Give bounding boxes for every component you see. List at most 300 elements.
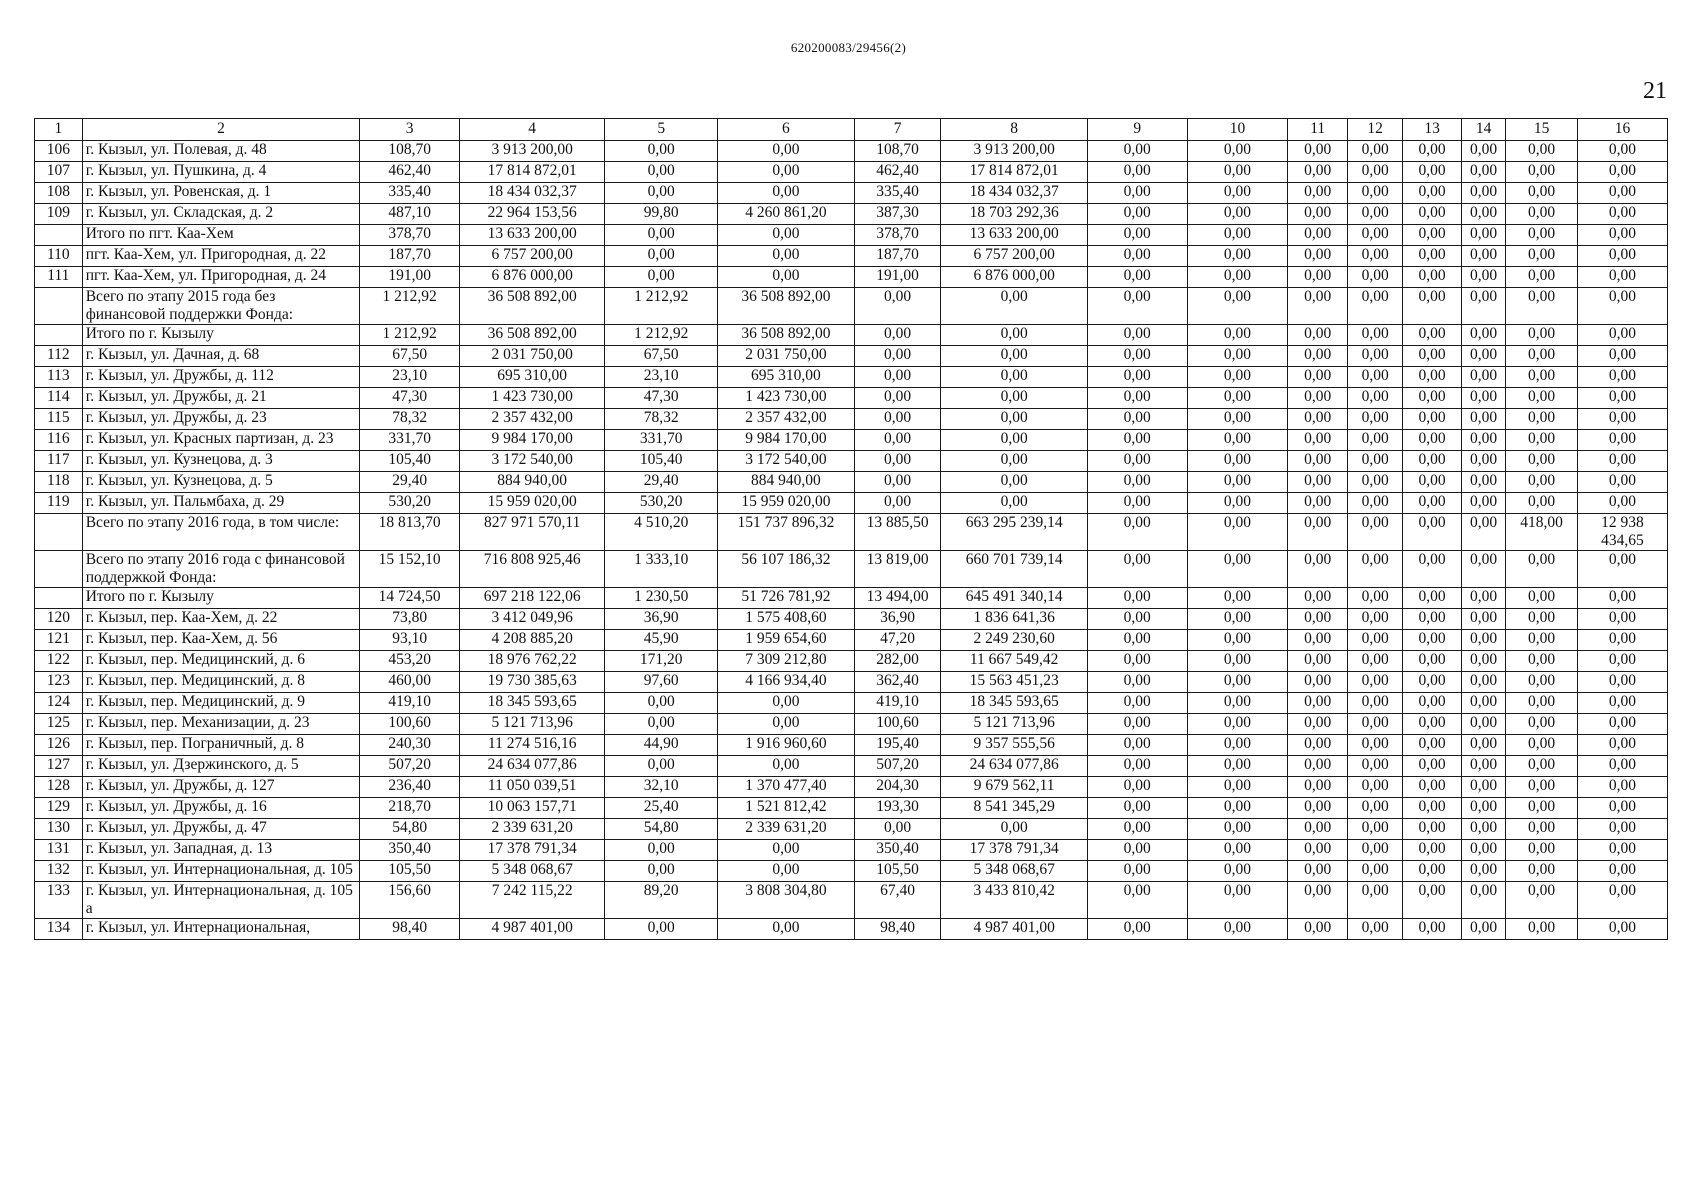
value-cell: 0,00: [1348, 388, 1403, 409]
value-cell: 0,00: [605, 225, 718, 246]
value-cell: 2 339 631,20: [718, 819, 855, 840]
value-cell: 0,00: [1577, 162, 1667, 183]
value-cell: 0,00: [854, 451, 941, 472]
column-number-row: [35, 119, 1668, 141]
value-cell: 4 208 885,20: [460, 630, 605, 651]
row-number-cell: 134: [35, 919, 83, 940]
value-cell: 0,00: [718, 183, 855, 204]
table-row: [35, 919, 1668, 940]
value-cell: 0,00: [1403, 609, 1462, 630]
value-cell: 0,00: [1288, 183, 1348, 204]
value-cell: 0,00: [1461, 756, 1505, 777]
value-cell: 0,00: [1403, 693, 1462, 714]
value-cell: 0,00: [1187, 204, 1288, 225]
value-cell: 0,00: [1288, 388, 1348, 409]
column-header-11: 11: [1288, 119, 1348, 141]
value-cell: 0,00: [1087, 735, 1187, 756]
value-cell: 0,00: [1348, 204, 1403, 225]
value-cell: 5 121 713,96: [460, 714, 605, 735]
address-cell: г. Кызыл, ул. Полевая, д. 48: [82, 141, 360, 162]
value-cell: 5 121 713,96: [941, 714, 1087, 735]
value-cell: 0,00: [1577, 430, 1667, 451]
table-row: [35, 609, 1668, 630]
value-cell: 0,00: [1461, 551, 1505, 588]
value-cell: 0,00: [1577, 756, 1667, 777]
value-cell: 29,40: [605, 472, 718, 493]
value-cell: 0,00: [1403, 919, 1462, 940]
value-cell: 0,00: [941, 472, 1087, 493]
value-cell: 8 541 345,29: [941, 798, 1087, 819]
value-cell: 0,00: [1461, 514, 1505, 551]
value-cell: 331,70: [360, 430, 460, 451]
value-cell: 0,00: [1461, 588, 1505, 609]
value-cell: 0,00: [941, 346, 1087, 367]
value-cell: 0,00: [1087, 267, 1187, 288]
row-number-cell: 113: [35, 367, 83, 388]
value-cell: 0,00: [854, 325, 941, 346]
row-number-cell: [35, 288, 83, 325]
column-header-10: 10: [1187, 119, 1288, 141]
value-cell: 0,00: [1187, 267, 1288, 288]
value-cell: 0,00: [1348, 735, 1403, 756]
address-cell: г. Кызыл, ул. Интернациональная, д. 105: [82, 861, 360, 882]
value-cell: 0,00: [1348, 693, 1403, 714]
table-row: [35, 141, 1668, 162]
address-cell: г. Кызыл, пер. Медицинский, д. 9: [82, 693, 360, 714]
value-cell: 78,32: [605, 409, 718, 430]
value-cell: 0,00: [1288, 451, 1348, 472]
value-cell: 0,00: [1348, 183, 1403, 204]
value-cell: 0,00: [1461, 651, 1505, 672]
value-cell: 25,40: [605, 798, 718, 819]
value-cell: 105,50: [854, 861, 941, 882]
value-cell: 78,32: [360, 409, 460, 430]
value-cell: 0,00: [1403, 325, 1462, 346]
value-cell: 0,00: [1506, 651, 1578, 672]
value-cell: 0,00: [1187, 693, 1288, 714]
value-cell: 0,00: [1348, 588, 1403, 609]
value-cell: 0,00: [1087, 840, 1187, 861]
value-cell: 0,00: [1348, 756, 1403, 777]
value-cell: 0,00: [1348, 609, 1403, 630]
value-cell: 0,00: [1506, 367, 1578, 388]
value-cell: 0,00: [1506, 451, 1578, 472]
table-row: [35, 346, 1668, 367]
value-cell: 98,40: [360, 919, 460, 940]
value-cell: 1 333,10: [605, 551, 718, 588]
value-cell: 18 434 032,37: [941, 183, 1087, 204]
value-cell: 0,00: [1288, 367, 1348, 388]
table-row: [35, 777, 1668, 798]
value-cell: 2 357 432,00: [718, 409, 855, 430]
row-number-cell: 121: [35, 630, 83, 651]
value-cell: 0,00: [1087, 346, 1187, 367]
value-cell: 0,00: [1577, 882, 1667, 919]
value-cell: 67,40: [854, 882, 941, 919]
address-cell: Итого по пгт. Каа-Хем: [82, 225, 360, 246]
value-cell: 0,00: [854, 346, 941, 367]
value-cell: 0,00: [1577, 714, 1667, 735]
value-cell: 0,00: [1506, 472, 1578, 493]
value-cell: 0,00: [1461, 919, 1505, 940]
value-cell: 0,00: [1187, 777, 1288, 798]
value-cell: 0,00: [941, 819, 1087, 840]
value-cell: 0,00: [1348, 472, 1403, 493]
value-cell: 0,00: [1288, 693, 1348, 714]
value-cell: 45,90: [605, 630, 718, 651]
value-cell: 0,00: [1577, 819, 1667, 840]
value-cell: 7 309 212,80: [718, 651, 855, 672]
value-cell: 193,30: [854, 798, 941, 819]
value-cell: 0,00: [1187, 162, 1288, 183]
value-cell: 0,00: [1087, 861, 1187, 882]
value-cell: 0,00: [1577, 493, 1667, 514]
value-cell: 0,00: [1187, 630, 1288, 651]
value-cell: 0,00: [1403, 714, 1462, 735]
value-cell: 0,00: [1577, 609, 1667, 630]
address-cell: г. Кызыл, пер. Медицинский, д. 6: [82, 651, 360, 672]
value-cell: 0,00: [1461, 267, 1505, 288]
value-cell: 100,60: [854, 714, 941, 735]
value-cell: 36 508 892,00: [460, 325, 605, 346]
address-cell: г. Кызыл, ул. Дачная, д. 68: [82, 346, 360, 367]
value-cell: 0,00: [1403, 651, 1462, 672]
value-cell: 0,00: [1187, 493, 1288, 514]
address-cell: пгт. Каа-Хем, ул. Пригородная, д. 22: [82, 246, 360, 267]
value-cell: 108,70: [360, 141, 460, 162]
value-cell: 1 575 408,60: [718, 609, 855, 630]
value-cell: 0,00: [854, 493, 941, 514]
value-cell: 0,00: [1506, 204, 1578, 225]
address-cell: г. Кызыл, ул. Пальмбаха, д. 29: [82, 493, 360, 514]
value-cell: 1 370 477,40: [718, 777, 855, 798]
value-cell: 18 345 593,65: [460, 693, 605, 714]
value-cell: 419,10: [854, 693, 941, 714]
table-row: [35, 693, 1668, 714]
address-cell: г. Кызыл, ул. Дружбы, д. 21: [82, 388, 360, 409]
value-cell: 0,00: [1187, 609, 1288, 630]
value-cell: 884 940,00: [460, 472, 605, 493]
column-header-13: 13: [1403, 119, 1462, 141]
value-cell: 0,00: [1403, 819, 1462, 840]
value-cell: 18 434 032,37: [460, 183, 605, 204]
value-cell: 9 679 562,11: [941, 777, 1087, 798]
value-cell: 0,00: [605, 840, 718, 861]
subtotal-row: [35, 551, 1668, 588]
value-cell: 0,00: [941, 367, 1087, 388]
value-cell: 0,00: [1461, 183, 1505, 204]
value-cell: 0,00: [1403, 346, 1462, 367]
value-cell: 97,60: [605, 672, 718, 693]
value-cell: 0,00: [854, 288, 941, 325]
value-cell: 0,00: [1288, 777, 1348, 798]
value-cell: 827 971 570,11: [460, 514, 605, 551]
value-cell: 0,00: [1087, 288, 1187, 325]
value-cell: 0,00: [1087, 630, 1187, 651]
value-cell: 0,00: [1288, 714, 1348, 735]
value-cell: 0,00: [1087, 919, 1187, 940]
value-cell: 17 378 791,34: [460, 840, 605, 861]
value-cell: 0,00: [1288, 798, 1348, 819]
value-cell: 0,00: [1577, 472, 1667, 493]
value-cell: 0,00: [718, 840, 855, 861]
value-cell: 0,00: [1187, 141, 1288, 162]
value-cell: 0,00: [1461, 388, 1505, 409]
value-cell: 0,00: [1577, 861, 1667, 882]
value-cell: 0,00: [1187, 409, 1288, 430]
row-number-cell: 133: [35, 882, 83, 919]
value-cell: 418,00: [1506, 514, 1578, 551]
address-cell: Всего по этапу 2016 года с финансовой поддержкой Фонда:: [82, 551, 360, 588]
address-cell: Всего по этапу 2015 года без финансовой поддержки Фонда:: [82, 288, 360, 325]
value-cell: 0,00: [1187, 451, 1288, 472]
value-cell: 9 984 170,00: [460, 430, 605, 451]
value-cell: 0,00: [1577, 367, 1667, 388]
value-cell: 3 808 304,80: [718, 882, 855, 919]
table-row: [35, 819, 1668, 840]
value-cell: 0,00: [1187, 861, 1288, 882]
value-cell: 6 757 200,00: [941, 246, 1087, 267]
column-header-5: 5: [605, 119, 718, 141]
value-cell: 0,00: [1087, 798, 1187, 819]
value-cell: 362,40: [854, 672, 941, 693]
subtotal-row: [35, 288, 1668, 325]
value-cell: 0,00: [1087, 819, 1187, 840]
value-cell: 0,00: [718, 162, 855, 183]
value-cell: 17 378 791,34: [941, 840, 1087, 861]
value-cell: 0,00: [1506, 819, 1578, 840]
value-cell: 156,60: [360, 882, 460, 919]
value-cell: 0,00: [1348, 225, 1403, 246]
value-cell: 0,00: [1461, 346, 1505, 367]
value-cell: 0,00: [1403, 777, 1462, 798]
value-cell: 0,00: [1577, 798, 1667, 819]
value-cell: 1 916 960,60: [718, 735, 855, 756]
value-cell: 0,00: [1187, 840, 1288, 861]
value-cell: 0,00: [1461, 162, 1505, 183]
value-cell: 0,00: [1288, 551, 1348, 588]
value-cell: 24 634 077,86: [941, 756, 1087, 777]
value-cell: 0,00: [1288, 630, 1348, 651]
value-cell: 0,00: [1348, 409, 1403, 430]
value-cell: 350,40: [360, 840, 460, 861]
value-cell: 0,00: [1403, 630, 1462, 651]
table-row: [35, 183, 1668, 204]
row-number-cell: 109: [35, 204, 83, 225]
value-cell: 0,00: [1461, 714, 1505, 735]
address-cell: г. Кызыл, ул. Дзержинского, д. 5: [82, 756, 360, 777]
address-cell: г. Кызыл, ул. Красных партизан, д. 23: [82, 430, 360, 451]
value-cell: 0,00: [941, 451, 1087, 472]
value-cell: 0,00: [1288, 735, 1348, 756]
value-cell: 0,00: [1348, 493, 1403, 514]
value-cell: 0,00: [1506, 141, 1578, 162]
value-cell: 0,00: [1506, 798, 1578, 819]
table-row: [35, 861, 1668, 882]
address-cell: пгт. Каа-Хем, ул. Пригородная, д. 24: [82, 267, 360, 288]
value-cell: 0,00: [1087, 246, 1187, 267]
value-cell: 0,00: [941, 325, 1087, 346]
value-cell: 419,10: [360, 693, 460, 714]
row-number-cell: 132: [35, 861, 83, 882]
value-cell: 32,10: [605, 777, 718, 798]
value-cell: 0,00: [1403, 514, 1462, 551]
table-row: [35, 798, 1668, 819]
address-cell: г. Кызыл, ул. Складская, д. 2: [82, 204, 360, 225]
address-cell: г. Кызыл, пер. Медицинский, д. 8: [82, 672, 360, 693]
value-cell: 0,00: [1577, 651, 1667, 672]
value-cell: 5 348 068,67: [460, 861, 605, 882]
value-cell: 0,00: [1403, 183, 1462, 204]
value-cell: 236,40: [360, 777, 460, 798]
value-cell: 0,00: [1403, 388, 1462, 409]
value-cell: 0,00: [1506, 346, 1578, 367]
value-cell: 0,00: [1506, 840, 1578, 861]
value-cell: 0,00: [1461, 472, 1505, 493]
row-number-cell: 131: [35, 840, 83, 861]
address-cell: г. Кызыл, ул. Интернациональная, д. 105 а: [82, 882, 360, 919]
value-cell: 15 152,10: [360, 551, 460, 588]
address-cell: Итого по г. Кызылу: [82, 325, 360, 346]
value-cell: 695 310,00: [460, 367, 605, 388]
row-number-cell: 126: [35, 735, 83, 756]
value-cell: 0,00: [1288, 919, 1348, 940]
value-cell: 0,00: [1461, 819, 1505, 840]
value-cell: 0,00: [1087, 493, 1187, 514]
value-cell: 51 726 781,92: [718, 588, 855, 609]
value-cell: 2 031 750,00: [460, 346, 605, 367]
value-cell: 0,00: [1288, 756, 1348, 777]
value-cell: 0,00: [1087, 588, 1187, 609]
value-cell: 0,00: [1288, 514, 1348, 551]
value-cell: 0,00: [1461, 630, 1505, 651]
value-cell: 0,00: [1461, 493, 1505, 514]
value-cell: 0,00: [1461, 861, 1505, 882]
value-cell: 0,00: [718, 246, 855, 267]
value-cell: 0,00: [1577, 225, 1667, 246]
address-cell: г. Кызыл, ул. Дружбы, д. 23: [82, 409, 360, 430]
value-cell: 0,00: [1506, 756, 1578, 777]
value-cell: 0,00: [1087, 141, 1187, 162]
address-cell: г. Кызыл, ул. Дружбы, д. 112: [82, 367, 360, 388]
value-cell: 0,00: [1403, 367, 1462, 388]
value-cell: 0,00: [1506, 551, 1578, 588]
value-cell: 0,00: [1348, 840, 1403, 861]
value-cell: 171,20: [605, 651, 718, 672]
value-cell: 0,00: [1403, 451, 1462, 472]
value-cell: 0,00: [1087, 225, 1187, 246]
value-cell: 36 508 892,00: [718, 325, 855, 346]
value-cell: 13 633 200,00: [941, 225, 1087, 246]
table-row: [35, 472, 1668, 493]
value-cell: 0,00: [941, 409, 1087, 430]
page-number: 21: [1643, 78, 1667, 104]
value-cell: 378,70: [854, 225, 941, 246]
value-cell: 98,40: [854, 919, 941, 940]
address-cell: г. Кызыл, пер. Каа-Хем, д. 22: [82, 609, 360, 630]
value-cell: 0,00: [1506, 183, 1578, 204]
value-cell: 4 510,20: [605, 514, 718, 551]
value-cell: 460,00: [360, 672, 460, 693]
value-cell: 0,00: [1403, 798, 1462, 819]
value-cell: 0,00: [1506, 777, 1578, 798]
value-cell: 54,80: [360, 819, 460, 840]
value-cell: 0,00: [1187, 756, 1288, 777]
row-number-cell: [35, 514, 83, 551]
value-cell: 36,90: [854, 609, 941, 630]
table-row: [35, 651, 1668, 672]
table-row: [35, 493, 1668, 514]
value-cell: 18 976 762,22: [460, 651, 605, 672]
value-cell: 0,00: [1577, 288, 1667, 325]
value-cell: 695 310,00: [718, 367, 855, 388]
value-cell: 0,00: [1348, 451, 1403, 472]
value-cell: 0,00: [1087, 409, 1187, 430]
value-cell: 0,00: [1187, 798, 1288, 819]
value-cell: 0,00: [605, 861, 718, 882]
value-cell: 13 633 200,00: [460, 225, 605, 246]
value-cell: 0,00: [1461, 367, 1505, 388]
row-number-cell: [35, 588, 83, 609]
column-header-15: 15: [1506, 119, 1578, 141]
value-cell: 1 212,92: [360, 325, 460, 346]
value-cell: 0,00: [1087, 756, 1187, 777]
value-cell: 0,00: [1288, 861, 1348, 882]
value-cell: 0,00: [854, 367, 941, 388]
value-cell: 0,00: [1506, 609, 1578, 630]
row-number-cell: 112: [35, 346, 83, 367]
address-cell: г. Кызыл, ул. Ровенская, д. 1: [82, 183, 360, 204]
value-cell: 0,00: [1461, 430, 1505, 451]
value-cell: 0,00: [1577, 919, 1667, 940]
value-cell: 4 987 401,00: [941, 919, 1087, 940]
value-cell: 0,00: [1288, 672, 1348, 693]
row-number-cell: 117: [35, 451, 83, 472]
value-cell: 387,30: [854, 204, 941, 225]
value-cell: 0,00: [1087, 609, 1187, 630]
value-cell: 47,20: [854, 630, 941, 651]
value-cell: 0,00: [1461, 204, 1505, 225]
value-cell: 0,00: [1288, 651, 1348, 672]
address-cell: г. Кызыл, ул. Пушкина, д. 4: [82, 162, 360, 183]
value-cell: 5 348 068,67: [941, 861, 1087, 882]
value-cell: 697 218 122,06: [460, 588, 605, 609]
value-cell: 0,00: [1087, 325, 1187, 346]
value-cell: 9 984 170,00: [718, 430, 855, 451]
row-number-cell: 130: [35, 819, 83, 840]
value-cell: 0,00: [1403, 141, 1462, 162]
row-number-cell: 110: [35, 246, 83, 267]
row-number-cell: 111: [35, 267, 83, 288]
table-row: [35, 162, 1668, 183]
address-cell: Итого по г. Кызылу: [82, 588, 360, 609]
value-cell: 0,00: [1288, 288, 1348, 325]
column-header-3: 3: [360, 119, 460, 141]
row-number-cell: 123: [35, 672, 83, 693]
value-cell: 0,00: [1577, 325, 1667, 346]
value-cell: 0,00: [1187, 472, 1288, 493]
value-cell: 0,00: [1087, 183, 1187, 204]
value-cell: 3 913 200,00: [460, 141, 605, 162]
value-cell: 462,40: [854, 162, 941, 183]
table-row: [35, 246, 1668, 267]
value-cell: 507,20: [360, 756, 460, 777]
value-cell: 0,00: [1348, 246, 1403, 267]
row-number-cell: 125: [35, 714, 83, 735]
table-row: [35, 840, 1668, 861]
value-cell: 0,00: [605, 693, 718, 714]
address-cell: г. Кызыл, ул. Дружбы, д. 16: [82, 798, 360, 819]
